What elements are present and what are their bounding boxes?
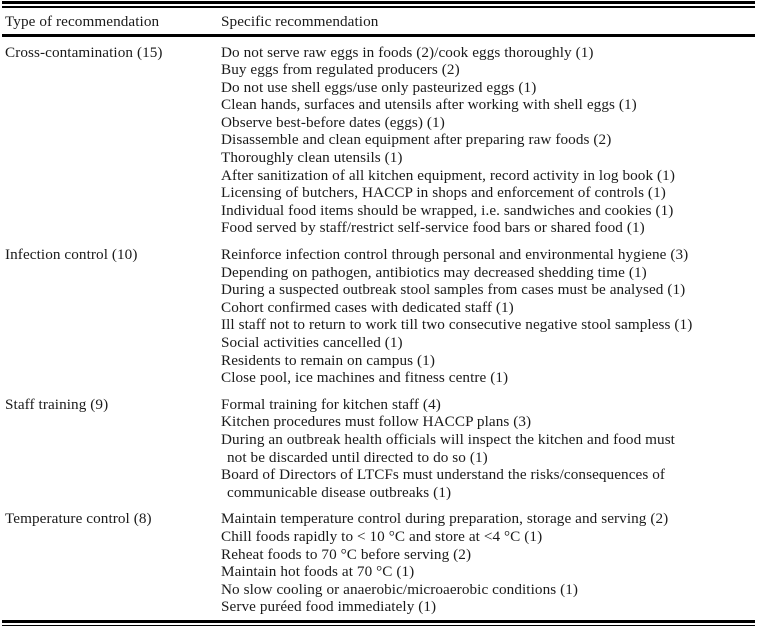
list-item: After sanitization of all kitchen equipment, record activity in log book (1) [221, 166, 675, 184]
column-header-type [0, 13, 221, 31]
recommendation-type-label: Temperature control (8) [5, 510, 152, 528]
recommendation-list-cell [221, 510, 757, 616]
list-item: Disassemble and clean equipment after preparing raw foods (2) [221, 131, 612, 149]
list-item: Reheat foods to 70 °C before serving (2) [221, 545, 472, 563]
column-header-specific-label: Specific recommendation [221, 12, 379, 30]
list-item: Close pool, ice machines and fitness centre (1) [221, 369, 509, 387]
list-item: Cohort confirmed cases with dedicated staff (1) [221, 298, 514, 316]
recommendation-type-label: Infection control (10) [5, 246, 138, 264]
list-item: Depending on pathogen, antibiotics may decreased shedding time (1) [221, 263, 647, 281]
recommendation-type-label: Staff training (9) [5, 395, 109, 413]
recommendation-type-cell [0, 44, 221, 62]
list-item: Do not use shell eggs/use only pasteurized eggs (1) [221, 78, 537, 96]
recommendation-list-cell [221, 44, 757, 238]
list-item-continuation: not be discarded until directed to do so (1) [227, 448, 488, 466]
list-item: Residents to remain on campus (1) [221, 351, 435, 369]
recommendation-type-cell [0, 246, 221, 264]
list-item: Thoroughly clean utensils (1) [221, 149, 403, 167]
table-top-border [0, 0, 757, 8]
list-item: Buy eggs from regulated producers (2) [221, 61, 460, 79]
list-item: Kitchen procedures must follow HACCP plans (3) [221, 413, 532, 431]
table-header-row [0, 8, 757, 31]
table-row [0, 246, 757, 396]
list-item: Formal training for kitchen staff (4) [221, 395, 441, 413]
list-item: Social activities cancelled (1) [221, 334, 403, 351]
list-item: During a suspected outbreak stool samples from cases must be analysed (1) [221, 281, 686, 299]
list-item-continuation: communicable disease outbreaks (1) [227, 483, 452, 501]
table-row [0, 510, 757, 620]
list-item: Clean hands, surfaces and utensils after working with shell eggs (1) [221, 96, 637, 114]
list-item: Maintain hot foods at 70 °C (1) [221, 563, 415, 581]
list-item: During an outbreak health officials will inspect the kitchen and food must [221, 430, 675, 448]
list-item: Maintain temperature control during preparation, storage and serving (2) [221, 510, 669, 528]
list-item: Licensing of butchers, HACCP in shops and enforcement of controls (1) [221, 184, 666, 202]
table-row [0, 44, 757, 247]
list-item: Reinforce infection control through personal and environmental hygiene (3) [221, 246, 689, 264]
recommendation-type-cell [0, 510, 221, 528]
recommendation-type-label: Cross-contamination (15) [5, 43, 163, 61]
table-header [0, 8, 757, 34]
list-item: Board of Directors of LTCFs must understand the risks/consequences of [221, 466, 666, 484]
column-header-type-label: Type of recommendation [5, 12, 160, 30]
table-body [0, 37, 757, 620]
list-item: Ill staff not to return to work till two consecutive negative stool sampless (1) [221, 316, 693, 334]
recommendation-list-cell [221, 246, 757, 387]
list-item: Serve puréed food immediately (1) [221, 598, 437, 616]
list-item: No slow cooling or anaerobic/microaerobic conditions (1) [221, 580, 579, 598]
recommendation-type-cell [0, 396, 221, 414]
list-item: Individual food items should be wrapped, i.e. sandwiches and cookies (1) [221, 201, 674, 219]
table-bottom-border [0, 620, 757, 626]
list-item: Observe best-before dates (eggs) (1) [221, 113, 445, 131]
recommendation-list-cell [221, 396, 757, 502]
list-item: Chill foods rapidly to < 10 °C and store at <4 °C (1) [221, 527, 543, 545]
list-item: Food served by staff/restrict self-service food bars or shared food (1) [221, 219, 645, 237]
column-header-specific [221, 13, 757, 31]
table-row [0, 396, 757, 511]
list-item: Do not serve raw eggs in foods (2)/cook eggs thoroughly (1) [221, 43, 594, 61]
